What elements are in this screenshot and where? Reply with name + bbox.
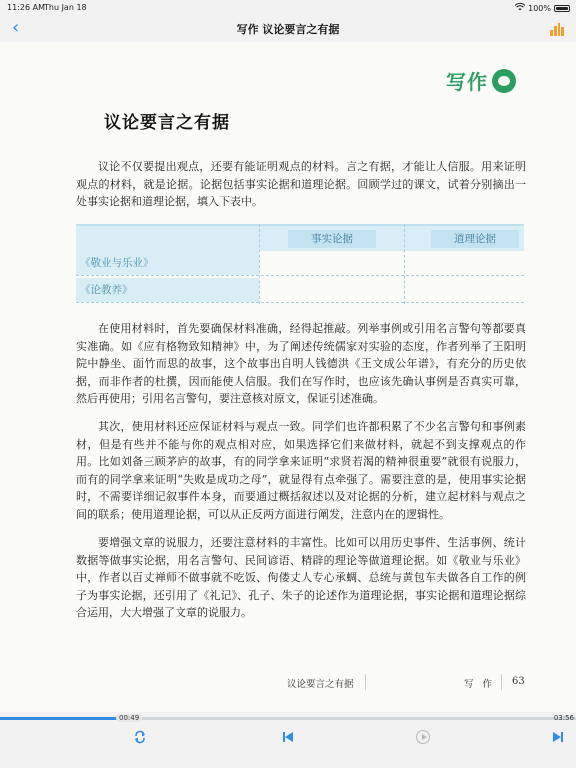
- book-page: [0, 42, 576, 712]
- section-brand: [446, 66, 516, 95]
- battery-icon: [554, 5, 570, 12]
- table-divider: [259, 224, 260, 304]
- status-date: Thu Jan 18: [44, 3, 87, 12]
- fill-in-table: [76, 224, 524, 304]
- footer-section: 写 作: [464, 679, 496, 690]
- status-right: [515, 3, 570, 13]
- wifi-icon: [515, 3, 525, 13]
- footer-chapter: 议论要言之有据: [287, 679, 354, 690]
- table-row: [76, 251, 524, 276]
- table-header-reason: 道理论据: [431, 230, 519, 248]
- progress-fill: [0, 717, 119, 720]
- bar-chart-icon[interactable]: [550, 22, 564, 36]
- footer-divider: [365, 674, 366, 690]
- section-brand-label: 写作: [446, 70, 488, 94]
- paragraph-1: 议论不仅要提出观点，还要有能证明观点的材料。言之有据，才能让人信服。用来证明观点的材料，就是论据。论据包括事实论据和道理论据。回顾学过的课文，试着分别摘出一处事实论据和道理论据，填入下表中。: [76, 160, 526, 208]
- writing-logo-icon: [492, 69, 516, 93]
- progress-track[interactable]: [0, 717, 576, 720]
- table-row-label: 《敬业与乐业》: [76, 251, 259, 275]
- table-header-fact: 事实论据: [288, 230, 376, 248]
- page-title: 议论要言之有据: [104, 113, 230, 133]
- status-bar: [0, 0, 576, 14]
- chevron-left-icon[interactable]: ‹: [12, 17, 20, 38]
- status-time: 11:26 AM: [7, 3, 45, 12]
- audio-player: [0, 712, 576, 768]
- repeat-icon[interactable]: [130, 728, 150, 746]
- current-time: 00:49: [116, 714, 142, 722]
- table-row-label: 《论教养》: [76, 278, 259, 302]
- table-divider: [404, 224, 405, 304]
- total-time: 03:56: [553, 714, 574, 722]
- footer-divider: [501, 674, 502, 690]
- play-icon[interactable]: [413, 728, 433, 746]
- paragraph-4: 要增强文章的说服力，还要注意材料的丰富性。比如可以用历史事件、生活事例、统计数据等做事实论据，用名言警句、民间谚语、精辟的理论等做道理论据。如《敬业与乐业》中，作者以百丈禅师不做事就不吃饭、佝偻丈人专心承蜩、总统与黄包车夫做各自工作的例子为事实论据，还引用了《礼记》、孔子、朱子的论述作为道理论据，事实论据和道理论据综合运用，大大增强了文章的说服力。: [76, 536, 526, 619]
- table-row: [76, 278, 524, 303]
- paragraph-2: 在使用材料时，首先要确保材料准确，经得起推敲。列举事例或引用名言警句等都要真实准确。如《应有格物致知精神》中，为了阐述传统儒家对实验的态度，作者列举了王阳明院中静坐、面竹而思的故事，这个故事出自明人钱德洪《王文成公年谱》，有充分的历史依据，而非作者的杜撰，因而能使人信服。我们在写作时，也应该先确认事例是否真实可靠，然后再使用；引用名言警句，要注意核对原文，保证引述准确。: [76, 322, 526, 405]
- battery-percent: 100%: [528, 3, 551, 13]
- nav-title: 写作 议论要言之有据: [236, 23, 340, 36]
- skip-next-icon[interactable]: [548, 728, 568, 746]
- table-header: [76, 224, 524, 251]
- page-number: 63: [512, 676, 525, 687]
- nav-bar: [0, 14, 576, 42]
- skip-previous-icon[interactable]: [278, 728, 298, 746]
- paragraph-3: 其次，使用材料还应保证材料与观点一致。同学们也许都积累了不少名言警句和事例素材，但是有些并不能与你的观点相对应，如果选择它们来做材料，就起不到支撑观点的作用。比如刘备三顾茅庐的故事，有的同学拿来证明“求贤若渴的精神很重要”就很有说服力，而有的同学拿来证明“失败是成功之母”，就显得有点牵强了。需要注意的是，使用事实论据时，不需要详细记叙事件本身，而要通过概括叙述以及对论据的分析，建立起材料与观点之间的联系；使用道理论据，可以从正反两方面进行阐发，注意内在的逻辑性。: [76, 420, 526, 521]
